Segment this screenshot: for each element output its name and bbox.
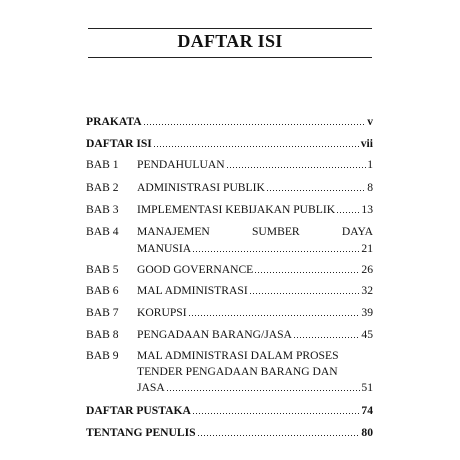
toc-entry-label: MAL ADMINISTRASI DALAM PROSES: [137, 349, 339, 362]
dot-leader: [192, 403, 361, 415]
dot-leader: [254, 262, 360, 274]
toc-entry-page: 45: [361, 328, 373, 341]
toc-entry-page: 32: [361, 284, 373, 297]
dot-leader: [197, 425, 361, 437]
label-word: MANAJEMEN: [137, 225, 210, 238]
label-word: SUMBER: [251, 225, 300, 238]
toc-entry-label: KORUPSI: [137, 306, 187, 319]
toc-entry-bab-2[interactable]: [86, 180, 373, 195]
label-word: DAYA: [341, 225, 373, 238]
toc-entry-bab-7[interactable]: [86, 305, 373, 320]
toc-entry-tentang-penulis[interactable]: [86, 425, 373, 440]
toc-entry-label: [137, 224, 373, 239]
toc-entry-bab-4[interactable]: [86, 224, 373, 256]
toc-entry-label: MAL ADMINISTRASI: [137, 284, 248, 297]
toc-entry-page: v: [367, 115, 373, 128]
toc-entry-page: 1: [367, 158, 373, 171]
chapter-number: BAB 6: [86, 284, 119, 297]
toc-entry-label: TENTANG PENULIS: [86, 426, 196, 439]
toc-entry-label-continued: JASA: [137, 381, 165, 394]
toc-entry-label: PENGADAAN BARANG/JASA: [137, 328, 292, 341]
toc-entry-page: 51: [361, 381, 373, 394]
toc-entry-page: 26: [361, 263, 373, 276]
page-title: DAFTAR ISI: [177, 31, 283, 51]
chapter-number: BAB 9: [86, 349, 119, 362]
toc-entry-page: 8: [367, 181, 373, 194]
toc-entry-page: 39: [361, 306, 373, 319]
toc-entry-label: PENDAHULUAN: [137, 158, 225, 171]
toc-entry-label: GOOD GOVERNANCE: [137, 263, 254, 276]
chapter-number: BAB 7: [86, 306, 119, 319]
toc-entry-prakata[interactable]: [86, 114, 373, 129]
dot-leader: [153, 136, 360, 148]
toc-entry-page: 21: [361, 242, 373, 255]
toc-entry-page: 80: [361, 426, 373, 439]
toc-entry-label-continued: TENDER PENGADAAN BARANG DAN: [137, 365, 338, 378]
bottom-rule: [88, 57, 372, 58]
toc-entry-bab-9[interactable]: [86, 348, 373, 395]
dot-leader: [249, 283, 361, 295]
top-rule: [88, 28, 372, 29]
toc-entry-label: ADMINISTRASI PUBLIK: [137, 181, 265, 194]
toc-entry-daftar-isi[interactable]: [86, 136, 373, 151]
toc-entry-bab-3[interactable]: [86, 202, 373, 217]
toc-entry-page: 74: [361, 404, 373, 417]
dot-leader: [293, 327, 360, 339]
toc-entry-bab-5[interactable]: [86, 262, 373, 277]
dot-leader: [336, 202, 360, 214]
dot-leader: [188, 305, 361, 317]
dot-leader: [166, 380, 361, 392]
toc-entry-page: vii: [360, 137, 373, 150]
chapter-number: BAB 8: [86, 328, 119, 341]
toc-entry-page: 13: [361, 203, 373, 216]
toc-entry-daftar-pustaka[interactable]: [86, 403, 373, 418]
toc-entry-bab-8[interactable]: [86, 327, 373, 342]
dot-leader: [143, 114, 367, 126]
dot-leader: [226, 157, 367, 169]
toc-entry-label-continued: MANUSIA: [137, 242, 192, 255]
toc-entry-label: PRAKATA: [86, 115, 142, 128]
dot-leader: [266, 180, 366, 192]
toc-entry-label: DAFTAR PUSTAKA: [86, 404, 191, 417]
toc-entry-bab-6[interactable]: [86, 283, 373, 298]
toc-entry-label: IMPLEMENTASI KEBIJAKAN PUBLIK: [137, 203, 336, 216]
chapter-number: BAB 3: [86, 203, 119, 216]
toc-entry-label: DAFTAR ISI: [86, 137, 152, 150]
toc-entry-bab-1[interactable]: [86, 157, 373, 172]
dot-leader: [192, 241, 360, 253]
chapter-number: BAB 5: [86, 263, 119, 276]
chapter-number: BAB 4: [86, 225, 119, 238]
chapter-number: BAB 2: [86, 181, 119, 194]
chapter-number: BAB 1: [86, 158, 119, 171]
